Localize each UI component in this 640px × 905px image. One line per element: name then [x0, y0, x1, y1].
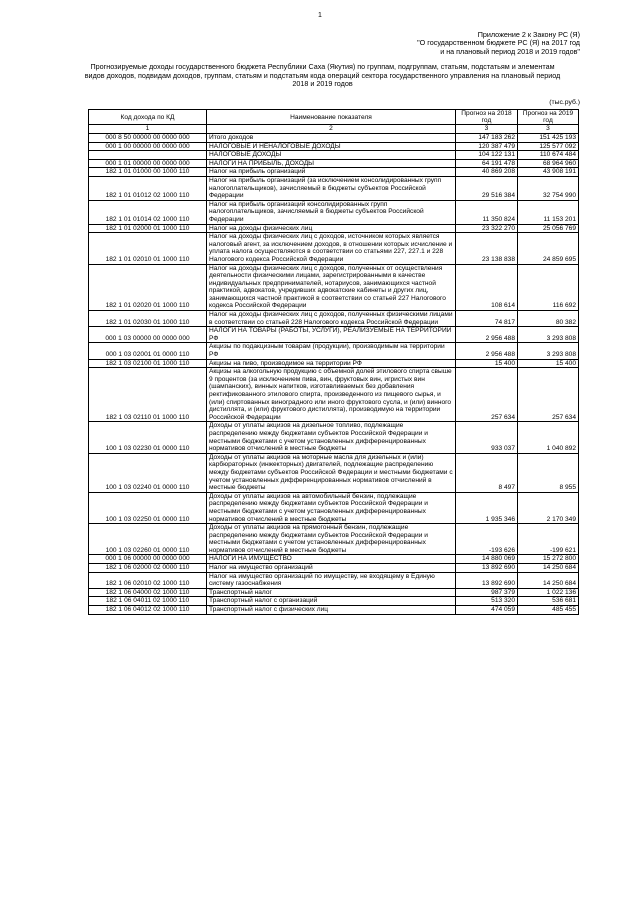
table-row	[89, 359, 579, 368]
row-value-2018: 13 892 690	[456, 564, 518, 573]
table-row	[89, 200, 579, 224]
row-value-2019: 1 040 892	[518, 422, 579, 453]
row-value-2018: 13 892 690	[456, 572, 518, 588]
row-code: 182 1 03 02110 01 1000 110	[89, 368, 207, 422]
table-row	[89, 168, 579, 177]
table-header-row	[89, 110, 579, 125]
row-value-2018: 474 059	[456, 606, 518, 615]
row-value-2018: 29 516 384	[456, 176, 518, 200]
column-number: 3	[456, 125, 518, 134]
row-name: Транспортный налог с физических лиц	[207, 606, 456, 615]
row-code: 100 1 03 02260 01 0000 110	[89, 524, 207, 555]
row-name: НАЛОГОВЫЕ ДОХОДЫ	[207, 151, 456, 160]
header-code: Код дохода по КД	[89, 110, 207, 125]
row-code: 100 1 03 02250 01 0000 110	[89, 492, 207, 523]
row-code: 182 1 06 02000 02 0000 110	[89, 564, 207, 573]
row-value-2018: 108 614	[456, 264, 518, 311]
table-body	[89, 134, 579, 615]
row-name: Акцизы по подакцизным товарам (продукции), производимым на территории РФ	[207, 343, 456, 359]
row-value-2018: 513 320	[456, 597, 518, 606]
row-code: 182 1 06 04012 02 1000 110	[89, 606, 207, 615]
row-value-2019: 80 382	[518, 311, 579, 327]
row-value-2018: 74 817	[456, 311, 518, 327]
row-name: Налог на прибыль организаций	[207, 168, 456, 177]
row-value-2019: 257 634	[518, 368, 579, 422]
row-value-2019: 15 272 800	[518, 555, 579, 564]
row-value-2019: 25 056 769	[518, 224, 579, 233]
row-value-2019: 8 955	[518, 453, 579, 492]
row-name: НАЛОГИ НА ИМУЩЕСТВО	[207, 555, 456, 564]
row-value-2019: 32 754 990	[518, 176, 579, 200]
column-number: 3	[518, 125, 579, 134]
row-value-2018: 2 956 488	[456, 343, 518, 359]
row-value-2019: 14 250 684	[518, 564, 579, 573]
row-name: Налог на прибыль организаций консолидированных групп налогоплательщиков, зачисляемый в бюджеты субъектов Российской Федерации	[207, 200, 456, 224]
row-code: 182 1 06 04011 02 1000 110	[89, 597, 207, 606]
row-name: Доходы от уплаты акцизов на моторные масла для дизельных и (или) карбюраторных (инжекторных) двигателей, подлежащие распределению между бюджетами субъектов Российской Федерации и местными бюджетами с учетом установленных дифференцированных нормативов отчислений в местные бюджеты	[207, 453, 456, 492]
row-name: Налог на доходы физических лиц с доходов, полученных от осуществления деятельности физическими лицами, зарегистрированными в качестве индивидуальных предпринимателей, нотариусов, занимающихся частной практикой, адвокатов, учредивших адвокатские кабинеты и других лиц, занимающихся частной практикой в соответствии со статьей 227 Налогового кодекса Российской Федерации	[207, 264, 456, 311]
document-heading: Прогнозируемые доходы государственного бюджета Республики Саха (Якутия) по группам, подгруппам, статьям, подстатьям и элементам видов доходов, подвидам доходов, группам, статьям и подстатьям кода операций сектора государственного управления на плановый период 2018 и 2019 годов	[84, 62, 561, 88]
row-value-2019: 536 681	[518, 597, 579, 606]
row-name: Налог на имущество организаций по имуществу, не входящему в Единую систему газоснабжения	[207, 572, 456, 588]
row-code: 182 1 01 01014 02 1000 110	[89, 200, 207, 224]
row-name: НАЛОГОВЫЕ И НЕНАЛОГОВЫЕ ДОХОДЫ	[207, 142, 456, 151]
table-row	[89, 555, 579, 564]
table-row	[89, 311, 579, 327]
row-name: Акцизы на пиво, производимое на территории РФ	[207, 359, 456, 368]
row-value-2019: 24 859 695	[518, 233, 579, 264]
row-value-2019: 68 964 960	[518, 159, 579, 168]
row-value-2019: 3 293 808	[518, 327, 579, 343]
row-name: НАЛОГИ НА ПРИБЫЛЬ, ДОХОДЫ	[207, 159, 456, 168]
row-code: 000 1 03 02001 01 0000 110	[89, 343, 207, 359]
column-number-row	[89, 125, 579, 134]
row-code: 182 1 03 02100 01 1000 110	[89, 359, 207, 368]
table-row	[89, 524, 579, 555]
table-row	[89, 597, 579, 606]
appendix-line: "О государственном бюджете РС (Я) на 2017 год	[417, 38, 580, 48]
row-value-2019: 14 250 684	[518, 572, 579, 588]
table-row	[89, 159, 579, 168]
row-name: Доходы от уплаты акцизов на дизельное топливо, подлежащие распределению между бюджетами субъектов Российской Федерации и местными бюджетами с учетом установленных дифференцированных нормативов отчислений в местные бюджеты	[207, 422, 456, 453]
row-name: Налог на доходы физических лиц с доходов, полученных физическими лицами в соответствии со статьей 228 Налогового кодекса Российской Федерации	[207, 311, 456, 327]
table-row	[89, 588, 579, 597]
page-number: 1	[318, 12, 322, 19]
row-name: НАЛОГИ НА ТОВАРЫ (РАБОТЫ, УСЛУГИ), РЕАЛИЗУЕМЫЕ НА ТЕРРИТОРИИ РФ	[207, 327, 456, 343]
row-name: Налог на прибыль организаций (за исключением консолидированных групп налогоплательщиков), зачисляемый в бюджеты субъектов Российской Федерации	[207, 176, 456, 200]
row-name: Налог на имущество организаций	[207, 564, 456, 573]
column-number: 2	[207, 125, 456, 134]
row-value-2019: -199 621	[518, 524, 579, 555]
row-name: Налог на доходы физических лиц	[207, 224, 456, 233]
row-code: 182 1 01 01012 02 1000 110	[89, 176, 207, 200]
row-code: 000 1 01 00000 00 0000 000	[89, 159, 207, 168]
table-row	[89, 327, 579, 343]
row-value-2019: 1 022 136	[518, 588, 579, 597]
table-row	[89, 233, 579, 264]
header-name: Наименование показателя	[207, 110, 456, 125]
row-value-2018: 15 400	[456, 359, 518, 368]
row-name: Итого доходов	[207, 134, 456, 143]
row-value-2018: 104 122 131	[456, 151, 518, 160]
table-row	[89, 422, 579, 453]
row-value-2018: 40 869 208	[456, 168, 518, 177]
row-value-2019: 110 674 484	[518, 151, 579, 160]
appendix-line: и на плановый период 2018 и 2019 годов"	[440, 46, 580, 56]
row-code: 182 1 01 01000 00 1000 110	[89, 168, 207, 177]
row-name: Доходы от уплаты акцизов на прямогонный бензин, подлежащие распределению между бюджетами субъектов Российской Федерации и местными бюджетами с учетом установленных дифференцированных нормативов отчислений в местные бюджеты	[207, 524, 456, 555]
row-code: 182 1 01 02010 01 1000 110	[89, 233, 207, 264]
row-value-2018: 1 935 346	[456, 492, 518, 523]
table-row	[89, 492, 579, 523]
row-value-2018: 120 387 479	[456, 142, 518, 151]
row-name: Акцизы на алкогольную продукцию с объемной долей этилового спирта свыше 9 процентов (за исключением пива, вин, фруктовых вин, игристых вин (шампанских), винных напитков, изготавливаемых без добавления ректификованного этилового спирта, произведенного из пищевого сырья, и (или) спиртованных виноградного или иного фруктового сусла, и (или) винного дистиллята, и (или) фруктового дистиллята), производимую на территории Российской Федерации	[207, 368, 456, 422]
row-value-2019: 15 400	[518, 359, 579, 368]
row-value-2018: 23 138 838	[456, 233, 518, 264]
row-code: 182 1 01 02030 01 1000 110	[89, 311, 207, 327]
row-value-2019: 3 293 808	[518, 343, 579, 359]
row-name: Транспортный налог с организаций	[207, 597, 456, 606]
row-code: 100 1 03 02240 01 0000 110	[89, 453, 207, 492]
table-row	[89, 224, 579, 233]
row-code: 000 8 50 00000 00 0000 000	[89, 134, 207, 143]
header-2018: Прогноз на 2018 год	[456, 110, 518, 125]
table-row	[89, 368, 579, 422]
row-value-2018: 987 379	[456, 588, 518, 597]
row-code: 182 1 06 04000 02 1000 110	[89, 588, 207, 597]
table-row	[89, 453, 579, 492]
header-2019: Прогноз на 2019 год	[518, 110, 579, 125]
row-value-2018: 14 880 069	[456, 555, 518, 564]
appendix-line: Приложение 2 к Закону РС (Я)	[477, 30, 580, 39]
table-row	[89, 264, 579, 311]
revenue-table	[88, 109, 579, 615]
row-code: 000 1 03 00000 00 0000 000	[89, 327, 207, 343]
table-row	[89, 606, 579, 615]
row-code: 182 1 01 02020 01 1000 110	[89, 264, 207, 311]
row-code: 000 1 00 00000 00 0000 000	[89, 142, 207, 151]
row-code	[89, 151, 207, 160]
row-code: 100 1 03 02230 01 0000 110	[89, 422, 207, 453]
appendix-reference	[417, 31, 580, 56]
row-name: Доходы от уплаты акцизов на автомобильный бензин, подлежащие распределению между бюджетами субъектов Российской Федерации и местными бюджетами с учетом установленных дифференцированных нормативов отчислений в местные бюджеты	[207, 492, 456, 523]
column-number: 1	[89, 125, 207, 134]
row-value-2019: 11 153 201	[518, 200, 579, 224]
row-name: Налог на доходы физических лиц с доходов, источником которых является налоговый агент, за исключением доходов, в отношении которых исчисление и уплата налога осуществляются в соответствии со статьями 227, 227.1 и 228 Налогового кодекса Российской Федерации	[207, 233, 456, 264]
row-value-2018: 64 191 478	[456, 159, 518, 168]
table-row	[89, 142, 579, 151]
row-value-2018: 8 497	[456, 453, 518, 492]
table-row	[89, 134, 579, 143]
row-code: 182 1 01 02000 01 1000 110	[89, 224, 207, 233]
row-value-2018: -193 626	[456, 524, 518, 555]
row-value-2018: 147 183 262	[456, 134, 518, 143]
units-label: (тыс.руб.)	[549, 99, 580, 106]
row-value-2019: 485 455	[518, 606, 579, 615]
row-code: 182 1 06 02010 02 1000 110	[89, 572, 207, 588]
row-name: Транспортный налог	[207, 588, 456, 597]
table-row	[89, 572, 579, 588]
row-value-2019: 2 170 349	[518, 492, 579, 523]
row-value-2018: 933 037	[456, 422, 518, 453]
table-row	[89, 176, 579, 200]
row-value-2018: 2 956 488	[456, 327, 518, 343]
row-value-2018: 23 322 270	[456, 224, 518, 233]
table-row	[89, 564, 579, 573]
row-value-2019: 125 577 092	[518, 142, 579, 151]
row-value-2019: 116 692	[518, 264, 579, 311]
row-value-2019: 43 908 191	[518, 168, 579, 177]
table-row	[89, 343, 579, 359]
table-row	[89, 151, 579, 160]
row-code: 000 1 06 00000 00 0000 000	[89, 555, 207, 564]
row-value-2018: 11 350 824	[456, 200, 518, 224]
row-value-2019: 151 425 193	[518, 134, 579, 143]
row-value-2018: 257 634	[456, 368, 518, 422]
